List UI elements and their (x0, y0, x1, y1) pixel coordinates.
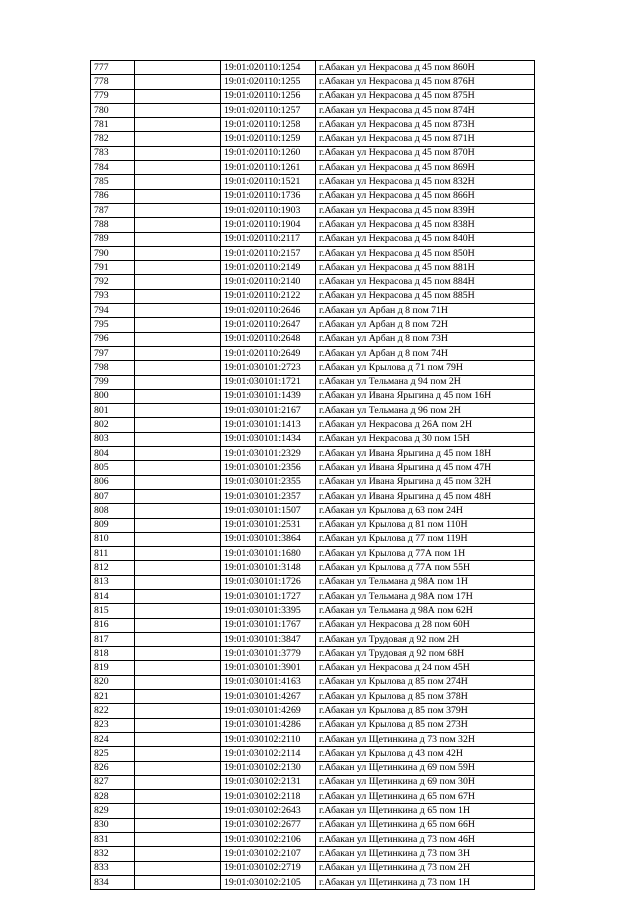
table-row (91, 704, 535, 718)
cadastral-number-cell: 19:01:020110:2157 (221, 246, 316, 260)
cadastral-number-cell: 19:01:020110:1904 (221, 218, 316, 232)
cadastral-number-cell: 19:01:020110:1903 (221, 203, 316, 217)
table-row (91, 589, 535, 603)
address-cell: г.Абакан ул Тельмана д 96 пом 2Н (316, 404, 535, 418)
address-cell: г.Абакан ул Некрасова д 45 пом 860Н (316, 61, 535, 75)
table-row (91, 447, 535, 461)
cadastral-number-cell: 19:01:030101:1413 (221, 418, 316, 432)
cadastral-number-cell: 19:01:030101:4267 (221, 690, 316, 704)
blank-cell (135, 647, 221, 661)
address-cell: г.Абакан ул Крылова д 85 пом 274Н (316, 675, 535, 689)
row-number-cell: 820 (91, 675, 135, 689)
cadastral-number-cell: 19:01:030101:1727 (221, 589, 316, 603)
row-number-cell: 828 (91, 790, 135, 804)
blank-cell (135, 818, 221, 832)
address-cell: г.Абакан ул Трудовая д 92 пом 2Н (316, 632, 535, 646)
blank-cell (135, 118, 221, 132)
address-cell: г.Абакан ул Арбан д 8 пом 72Н (316, 318, 535, 332)
blank-cell (135, 103, 221, 117)
cadastral-number-cell: 19:01:030101:3901 (221, 661, 316, 675)
address-cell: г.Абакан ул Трудовая д 92 пом 68Н (316, 647, 535, 661)
cadastral-number-cell: 19:01:020110:1254 (221, 61, 316, 75)
table-row (91, 189, 535, 203)
address-cell: г.Абакан ул Тельмана д 98А пом 17Н (316, 589, 535, 603)
table-row (91, 218, 535, 232)
blank-cell (135, 361, 221, 375)
table-row (91, 418, 535, 432)
address-cell: г.Абакан ул Щетинкина д 65 пом 66Н (316, 818, 535, 832)
address-cell: г.Абакан ул Тельмана д 98А пом 62Н (316, 604, 535, 618)
row-number-cell: 801 (91, 404, 135, 418)
table-row (91, 175, 535, 189)
address-cell: г.Абакан ул Ивана Ярыгина д 45 пом 18Н (316, 447, 535, 461)
blank-cell (135, 189, 221, 203)
address-cell: г.Абакан ул Ивана Ярыгина д 45 пом 16Н (316, 389, 535, 403)
blank-cell (135, 203, 221, 217)
row-number-cell: 826 (91, 761, 135, 775)
blank-cell (135, 518, 221, 532)
row-number-cell: 810 (91, 532, 135, 546)
table-row (91, 146, 535, 160)
address-cell: г.Абакан ул Щетинкина д 73 пом 32Н (316, 732, 535, 746)
address-cell: г.Абакан ул Некрасова д 45 пом 850Н (316, 246, 535, 260)
cadastral-number-cell: 19:01:020110:1259 (221, 132, 316, 146)
address-cell: г.Абакан ул Арбан д 8 пом 74Н (316, 346, 535, 360)
row-number-cell: 813 (91, 575, 135, 589)
table-row (91, 275, 535, 289)
blank-cell (135, 575, 221, 589)
blank-cell (135, 532, 221, 546)
row-number-cell: 821 (91, 690, 135, 704)
address-cell: г.Абакан ул Ивана Ярыгина д 45 пом 48Н (316, 489, 535, 503)
address-cell: г.Абакан ул Некрасова д 45 пом 838Н (316, 218, 535, 232)
address-cell: г.Абакан ул Крылова д 85 пом 273Н (316, 718, 535, 732)
cadastral-number-cell: 19:01:020110:1258 (221, 118, 316, 132)
address-cell: г.Абакан ул Щетинкина д 73 пом 46Н (316, 833, 535, 847)
address-cell: г.Абакан ул Некрасова д 28 пом 60Н (316, 618, 535, 632)
cadastral-number-cell: 19:01:020110:2117 (221, 232, 316, 246)
row-number-cell: 785 (91, 175, 135, 189)
address-cell: г.Абакан ул Крылова д 85 пом 378Н (316, 690, 535, 704)
table-row (91, 575, 535, 589)
row-number-cell: 786 (91, 189, 135, 203)
table-row (91, 261, 535, 275)
cadastral-number-cell: 19:01:030101:1439 (221, 389, 316, 403)
row-number-cell: 807 (91, 489, 135, 503)
address-cell: г.Абакан ул Некрасова д 45 пом 881Н (316, 261, 535, 275)
table-row (91, 318, 535, 332)
address-cell: г.Абакан ул Некрасова д 45 пом 866Н (316, 189, 535, 203)
blank-cell (135, 718, 221, 732)
cadastral-number-cell: 19:01:030101:3847 (221, 632, 316, 646)
cadastral-number-cell: 19:01:030101:2356 (221, 461, 316, 475)
row-number-cell: 827 (91, 775, 135, 789)
registry-table-body (91, 61, 535, 890)
blank-cell (135, 604, 221, 618)
blank-cell (135, 246, 221, 260)
table-row (91, 675, 535, 689)
row-number-cell: 793 (91, 289, 135, 303)
blank-cell (135, 75, 221, 89)
blank-cell (135, 375, 221, 389)
blank-cell (135, 861, 221, 875)
cadastral-number-cell: 19:01:030101:2167 (221, 404, 316, 418)
row-number-cell: 822 (91, 704, 135, 718)
row-number-cell: 814 (91, 589, 135, 603)
blank-cell (135, 304, 221, 318)
cadastral-number-cell: 19:01:030102:2130 (221, 761, 316, 775)
blank-cell (135, 589, 221, 603)
row-number-cell: 834 (91, 875, 135, 889)
cadastral-number-cell: 19:01:020110:1255 (221, 75, 316, 89)
cadastral-number-cell: 19:01:030101:1726 (221, 575, 316, 589)
cadastral-number-cell: 19:01:020110:2149 (221, 261, 316, 275)
cadastral-number-cell: 19:01:030101:3779 (221, 647, 316, 661)
blank-cell (135, 261, 221, 275)
blank-cell (135, 389, 221, 403)
cadastral-number-cell: 19:01:030102:2118 (221, 790, 316, 804)
row-number-cell: 806 (91, 475, 135, 489)
cadastral-number-cell: 19:01:030102:2114 (221, 747, 316, 761)
address-cell: г.Абакан ул Тельмана д 94 пом 2Н (316, 375, 535, 389)
table-row (91, 203, 535, 217)
blank-cell (135, 447, 221, 461)
blank-cell (135, 218, 221, 232)
address-cell: г.Абакан ул Некрасова д 45 пом 884Н (316, 275, 535, 289)
row-number-cell: 803 (91, 432, 135, 446)
blank-cell (135, 775, 221, 789)
address-cell: г.Абакан ул Некрасова д 45 пом 875Н (316, 89, 535, 103)
cadastral-number-cell: 19:01:030101:2329 (221, 447, 316, 461)
cadastral-number-cell: 19:01:020110:1256 (221, 89, 316, 103)
cadastral-number-cell: 19:01:020110:2122 (221, 289, 316, 303)
row-number-cell: 812 (91, 561, 135, 575)
cadastral-number-cell: 19:01:030101:3148 (221, 561, 316, 575)
table-row (91, 246, 535, 260)
row-number-cell: 817 (91, 632, 135, 646)
blank-cell (135, 875, 221, 889)
blank-cell (135, 432, 221, 446)
blank-cell (135, 504, 221, 518)
blank-cell (135, 833, 221, 847)
blank-cell (135, 232, 221, 246)
table-row (91, 75, 535, 89)
blank-cell (135, 690, 221, 704)
cadastral-number-cell: 19:01:030101:1434 (221, 432, 316, 446)
row-number-cell: 816 (91, 618, 135, 632)
row-number-cell: 830 (91, 818, 135, 832)
table-row (91, 475, 535, 489)
blank-cell (135, 732, 221, 746)
table-row (91, 632, 535, 646)
table-row (91, 547, 535, 561)
cadastral-number-cell: 19:01:030102:2131 (221, 775, 316, 789)
address-cell: г.Абакан ул Щетинкина д 73 пом 2Н (316, 861, 535, 875)
table-row (91, 690, 535, 704)
row-number-cell: 798 (91, 361, 135, 375)
address-cell: г.Абакан ул Некрасова д 45 пом 839Н (316, 203, 535, 217)
table-row (91, 618, 535, 632)
blank-cell (135, 318, 221, 332)
blank-cell (135, 475, 221, 489)
cadastral-number-cell: 19:01:030102:2719 (221, 861, 316, 875)
cadastral-number-cell: 19:01:030101:1767 (221, 618, 316, 632)
row-number-cell: 825 (91, 747, 135, 761)
table-row (91, 718, 535, 732)
row-number-cell: 831 (91, 833, 135, 847)
address-cell: г.Абакан ул Некрасова д 45 пом 869Н (316, 161, 535, 175)
address-cell: г.Абакан ул Крылова д 63 пом 24Н (316, 504, 535, 518)
blank-cell (135, 175, 221, 189)
table-row (91, 532, 535, 546)
cadastral-number-cell: 19:01:030101:2723 (221, 361, 316, 375)
address-cell: г.Абакан ул Щетинкина д 65 пом 67Н (316, 790, 535, 804)
table-row (91, 404, 535, 418)
row-number-cell: 780 (91, 103, 135, 117)
cadastral-number-cell: 19:01:030101:2355 (221, 475, 316, 489)
table-row (91, 761, 535, 775)
address-cell: г.Абакан ул Щетинкина д 65 пом 1Н (316, 804, 535, 818)
address-cell: г.Абакан ул Тельмана д 98А пом 1Н (316, 575, 535, 589)
cadastral-number-cell: 19:01:020110:2647 (221, 318, 316, 332)
row-number-cell: 829 (91, 804, 135, 818)
row-number-cell: 833 (91, 861, 135, 875)
row-number-cell: 778 (91, 75, 135, 89)
blank-cell (135, 61, 221, 75)
address-cell: г.Абакан ул Некрасова д 45 пом 873Н (316, 118, 535, 132)
blank-cell (135, 675, 221, 689)
row-number-cell: 792 (91, 275, 135, 289)
cadastral-number-cell: 19:01:030101:3395 (221, 604, 316, 618)
row-number-cell: 794 (91, 304, 135, 318)
table-row (91, 361, 535, 375)
table-row (91, 89, 535, 103)
address-cell: г.Абакан ул Арбан д 8 пом 73Н (316, 332, 535, 346)
row-number-cell: 777 (91, 61, 135, 75)
blank-cell (135, 275, 221, 289)
table-row (91, 818, 535, 832)
table-row (91, 861, 535, 875)
address-cell: г.Абакан ул Крылова д 77А пом 1Н (316, 547, 535, 561)
row-number-cell: 799 (91, 375, 135, 389)
address-cell: г.Абакан ул Крылова д 77 пом 119Н (316, 532, 535, 546)
row-number-cell: 805 (91, 461, 135, 475)
cadastral-number-cell: 19:01:030102:2643 (221, 804, 316, 818)
address-cell: г.Абакан ул Некрасова д 26А пом 2Н (316, 418, 535, 432)
table-row (91, 604, 535, 618)
blank-cell (135, 761, 221, 775)
cadastral-number-cell: 19:01:030101:2531 (221, 518, 316, 532)
cadastral-number-cell: 19:01:030101:4163 (221, 675, 316, 689)
row-number-cell: 811 (91, 547, 135, 561)
table-row (91, 561, 535, 575)
cadastral-number-cell: 19:01:030102:2106 (221, 833, 316, 847)
row-number-cell: 795 (91, 318, 135, 332)
row-number-cell: 789 (91, 232, 135, 246)
address-cell: г.Абакан ул Ивана Ярыгина д 45 пом 32Н (316, 475, 535, 489)
cadastral-number-cell: 19:01:030101:4286 (221, 718, 316, 732)
blank-cell (135, 804, 221, 818)
address-cell: г.Абакан ул Крылова д 81 пом 110Н (316, 518, 535, 532)
cadastral-number-cell: 19:01:020110:1521 (221, 175, 316, 189)
cadastral-number-cell: 19:01:020110:1736 (221, 189, 316, 203)
cadastral-number-cell: 19:01:030101:1721 (221, 375, 316, 389)
table-row (91, 332, 535, 346)
blank-cell (135, 332, 221, 346)
table-row (91, 661, 535, 675)
address-cell: г.Абакан ул Арбан д 8 пом 71Н (316, 304, 535, 318)
address-cell: г.Абакан ул Ивана Ярыгина д 45 пом 47Н (316, 461, 535, 475)
cadastral-number-cell: 19:01:030102:2107 (221, 847, 316, 861)
blank-cell (135, 847, 221, 861)
table-row (91, 775, 535, 789)
row-number-cell: 779 (91, 89, 135, 103)
cadastral-number-cell: 19:01:030101:2357 (221, 489, 316, 503)
address-cell: г.Абакан ул Крылова д 77А пом 55Н (316, 561, 535, 575)
row-number-cell: 783 (91, 146, 135, 160)
table-row (91, 804, 535, 818)
row-number-cell: 800 (91, 389, 135, 403)
table-row (91, 389, 535, 403)
address-cell: г.Абакан ул Крылова д 85 пом 379Н (316, 704, 535, 718)
table-row (91, 232, 535, 246)
table-row (91, 504, 535, 518)
blank-cell (135, 489, 221, 503)
row-number-cell: 808 (91, 504, 135, 518)
table-row (91, 61, 535, 75)
cadastral-number-cell: 19:01:030101:1680 (221, 547, 316, 561)
row-number-cell: 818 (91, 647, 135, 661)
row-number-cell: 819 (91, 661, 135, 675)
table-row (91, 847, 535, 861)
address-cell: г.Абакан ул Крылова д 43 пом 42Н (316, 747, 535, 761)
address-cell: г.Абакан ул Некрасова д 30 пом 15Н (316, 432, 535, 446)
address-cell: г.Абакан ул Щетинкина д 73 пом 3Н (316, 847, 535, 861)
table-row (91, 346, 535, 360)
blank-cell (135, 89, 221, 103)
address-cell: г.Абакан ул Щетинкина д 69 пом 30Н (316, 775, 535, 789)
table-row (91, 118, 535, 132)
blank-cell (135, 747, 221, 761)
address-cell: г.Абакан ул Щетинкина д 69 пом 59Н (316, 761, 535, 775)
row-number-cell: 782 (91, 132, 135, 146)
table-row (91, 518, 535, 532)
row-number-cell: 784 (91, 161, 135, 175)
cadastral-number-cell: 19:01:030102:2677 (221, 818, 316, 832)
address-cell: г.Абакан ул Некрасова д 45 пом 871Н (316, 132, 535, 146)
blank-cell (135, 461, 221, 475)
table-row (91, 289, 535, 303)
blank-cell (135, 289, 221, 303)
blank-cell (135, 346, 221, 360)
blank-cell (135, 704, 221, 718)
address-cell: г.Абакан ул Некрасова д 24 пом 45Н (316, 661, 535, 675)
cadastral-number-cell: 19:01:020110:2648 (221, 332, 316, 346)
blank-cell (135, 404, 221, 418)
row-number-cell: 781 (91, 118, 135, 132)
address-cell: г.Абакан ул Некрасова д 45 пом 840Н (316, 232, 535, 246)
row-number-cell: 804 (91, 447, 135, 461)
address-cell: г.Абакан ул Некрасова д 45 пом 876Н (316, 75, 535, 89)
blank-cell (135, 618, 221, 632)
blank-cell (135, 661, 221, 675)
table-row (91, 875, 535, 889)
registry-table (90, 60, 535, 890)
row-number-cell: 832 (91, 847, 135, 861)
cadastral-number-cell: 19:01:020110:2646 (221, 304, 316, 318)
table-row (91, 790, 535, 804)
table-row (91, 304, 535, 318)
cadastral-number-cell: 19:01:030101:4269 (221, 704, 316, 718)
table-row (91, 375, 535, 389)
address-cell: г.Абакан ул Некрасова д 45 пом 874Н (316, 103, 535, 117)
cadastral-number-cell: 19:01:030102:2105 (221, 875, 316, 889)
table-row (91, 103, 535, 117)
row-number-cell: 824 (91, 732, 135, 746)
cadastral-number-cell: 19:01:030101:1507 (221, 504, 316, 518)
row-number-cell: 797 (91, 346, 135, 360)
row-number-cell: 796 (91, 332, 135, 346)
address-cell: г.Абакан ул Некрасова д 45 пом 832Н (316, 175, 535, 189)
row-number-cell: 787 (91, 203, 135, 217)
blank-cell (135, 132, 221, 146)
cadastral-number-cell: 19:01:020110:2140 (221, 275, 316, 289)
address-cell: г.Абакан ул Некрасова д 45 пом 885Н (316, 289, 535, 303)
table-row (91, 747, 535, 761)
blank-cell (135, 161, 221, 175)
blank-cell (135, 561, 221, 575)
blank-cell (135, 547, 221, 561)
cadastral-number-cell: 19:01:020110:2649 (221, 346, 316, 360)
blank-cell (135, 418, 221, 432)
row-number-cell: 788 (91, 218, 135, 232)
cadastral-number-cell: 19:01:020110:1257 (221, 103, 316, 117)
table-row (91, 461, 535, 475)
table-row (91, 432, 535, 446)
table-row (91, 833, 535, 847)
table-row (91, 732, 535, 746)
cadastral-number-cell: 19:01:020110:1261 (221, 161, 316, 175)
table-row (91, 132, 535, 146)
address-cell: г.Абакан ул Некрасова д 45 пом 870Н (316, 146, 535, 160)
address-cell: г.Абакан ул Щетинкина д 73 пом 1Н (316, 875, 535, 889)
cadastral-number-cell: 19:01:020110:1260 (221, 146, 316, 160)
row-number-cell: 815 (91, 604, 135, 618)
row-number-cell: 809 (91, 518, 135, 532)
cadastral-number-cell: 19:01:030102:2110 (221, 732, 316, 746)
blank-cell (135, 790, 221, 804)
row-number-cell: 790 (91, 246, 135, 260)
address-cell: г.Абакан ул Крылова д 71 пом 79Н (316, 361, 535, 375)
row-number-cell: 802 (91, 418, 135, 432)
blank-cell (135, 632, 221, 646)
table-row (91, 489, 535, 503)
row-number-cell: 791 (91, 261, 135, 275)
table-row (91, 647, 535, 661)
cadastral-number-cell: 19:01:030101:3864 (221, 532, 316, 546)
table-row (91, 161, 535, 175)
row-number-cell: 823 (91, 718, 135, 732)
blank-cell (135, 146, 221, 160)
